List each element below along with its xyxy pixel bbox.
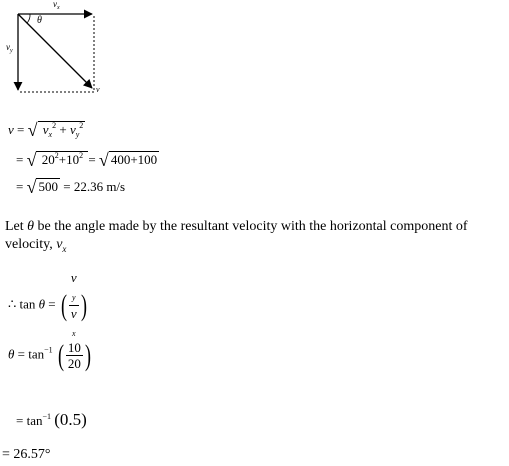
resultant-arrow xyxy=(18,14,92,88)
equation-result-magnitude: = √ 500 = 22.36 m/s xyxy=(16,177,126,197)
equation-substitution: = √ $20^2+10^2$ = √ 400+100 xyxy=(16,150,158,170)
equation-final-angle: = 26.57° xyxy=(2,447,51,462)
label-v: v xyxy=(96,85,100,94)
label-theta: θ xyxy=(37,15,42,26)
angle-arc xyxy=(27,14,30,23)
equation-tan-ratio: ∴ tan θ = ( v $_y$ v $_x$ ) xyxy=(8,270,87,338)
equation-arctan-decimal: = $\tan^{-1} (0.5)$ xyxy=(16,410,87,429)
label-vy: $v_y$ xyxy=(6,42,13,54)
velocity-diagram xyxy=(0,0,120,105)
paragraph-angle-definition: Let θ be the angle made by the resultant velocity with the horizontal component of velocity, $v_x$ xyxy=(5,219,468,254)
label-vx: $v_x$ xyxy=(53,0,60,11)
equation-arctan-fraction: $\theta = \tan^{-1}$ ( $\frac{10}{20}$ ) xyxy=(8,338,91,372)
equation-magnitude-formula: v = √ $v_x^2 + v_y^2$ xyxy=(8,120,84,140)
